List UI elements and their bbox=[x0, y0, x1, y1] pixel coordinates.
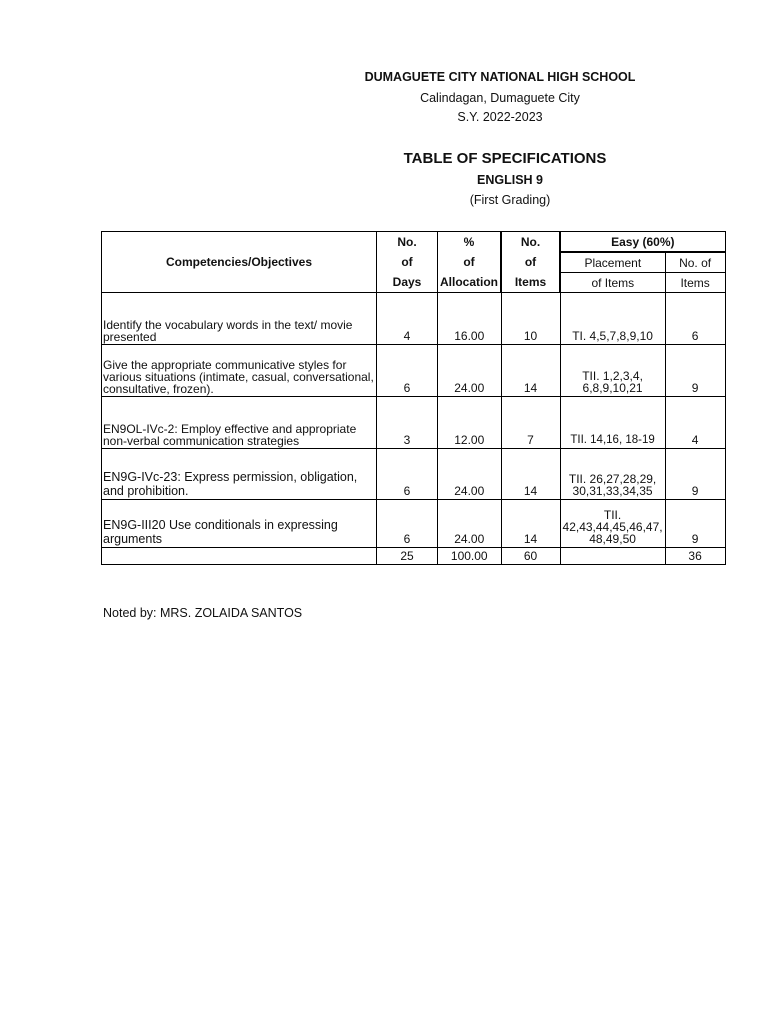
header-items-line2: of bbox=[524, 255, 537, 269]
document-title: TABLE OF SPECIFICATIONS bbox=[403, 150, 607, 167]
placement-cell: TI. 4,5,7,8,9,10 bbox=[560, 293, 665, 345]
table-row bbox=[102, 345, 726, 397]
header-days bbox=[377, 232, 438, 293]
allocation-cell: 12.00 bbox=[438, 397, 502, 449]
total-placement-cell bbox=[560, 548, 665, 565]
objective-cell: EN9OL-IVc-2: Employ effective and appropriate non-verbal communication strategies bbox=[102, 397, 377, 449]
placement-cell: TII. 42,43,44,45,46,47, 48,49,50 bbox=[560, 500, 665, 548]
header-easy: Easy (60%) bbox=[560, 232, 725, 253]
easy-items-cell: 9 bbox=[665, 449, 725, 500]
header-allocation-line2: of bbox=[463, 255, 475, 269]
specifications-table bbox=[101, 231, 726, 565]
total-items-cell: 60 bbox=[501, 548, 560, 565]
items-cell: 14 bbox=[501, 345, 560, 397]
placement-cell: TII. 26,27,28,29, 30,31,33,34,35 bbox=[560, 449, 665, 500]
table-row bbox=[102, 449, 726, 500]
header-items-line1: No. bbox=[520, 235, 541, 249]
subject-title: ENGLISH 9 bbox=[477, 173, 543, 187]
allocation-cell: 16.00 bbox=[438, 293, 502, 345]
days-cell: 6 bbox=[377, 500, 438, 548]
allocation-cell: 24.00 bbox=[438, 500, 502, 548]
header-items-line3: Items bbox=[514, 275, 547, 289]
easy-items-cell: 6 bbox=[665, 293, 725, 345]
header-num-items-line1: No. of bbox=[665, 252, 725, 273]
total-easy-items-cell: 36 bbox=[665, 548, 725, 565]
days-cell: 6 bbox=[377, 345, 438, 397]
table-row bbox=[102, 293, 726, 345]
totals-row bbox=[102, 548, 726, 565]
objective-cell: Identify the vocabulary words in the text/ movie presented bbox=[102, 293, 377, 345]
items-cell: 7 bbox=[501, 397, 560, 449]
days-cell: 4 bbox=[377, 293, 438, 345]
days-cell: 3 bbox=[377, 397, 438, 449]
days-cell: 6 bbox=[377, 449, 438, 500]
header-items bbox=[501, 232, 560, 293]
objective-cell: Give the appropriate communicative styles for various situations (intimate, casual, conversational, consultative, frozen). bbox=[102, 345, 377, 397]
objective-cell: EN9G-III20 Use conditionals in expressing arguments bbox=[102, 500, 377, 548]
header-placement-line1: Placement bbox=[560, 252, 665, 273]
header-num-items-line2: Items bbox=[665, 273, 725, 293]
items-cell: 14 bbox=[501, 449, 560, 500]
school-year: S.Y. 2022-2023 bbox=[457, 110, 543, 124]
easy-items-cell: 4 bbox=[665, 397, 725, 449]
school-name: DUMAGUETE CITY NATIONAL HIGH SCHOOL bbox=[364, 70, 636, 84]
header-allocation-line3: Allocation bbox=[440, 275, 499, 289]
school-address: Calindagan, Dumaguete City bbox=[420, 91, 580, 105]
noted-by: Noted by: MRS. ZOLAIDA SANTOS bbox=[103, 606, 303, 620]
objective-cell: EN9G-IVc-23: Express permission, obligation, and prohibition. bbox=[102, 449, 377, 500]
header-days-line2: of bbox=[401, 255, 413, 269]
items-cell: 10 bbox=[501, 293, 560, 345]
easy-items-cell: 9 bbox=[665, 500, 725, 548]
allocation-cell: 24.00 bbox=[438, 449, 502, 500]
easy-items-cell: 9 bbox=[665, 345, 725, 397]
header-objectives: Competencies/Objectives bbox=[102, 232, 377, 293]
header-allocation bbox=[438, 232, 502, 293]
header-allocation-line1: % bbox=[463, 235, 475, 249]
grading-period: (First Grading) bbox=[469, 193, 551, 207]
table-row bbox=[102, 397, 726, 449]
placement-cell: TII. 14,16, 18-19 bbox=[560, 397, 665, 449]
table-row bbox=[102, 500, 726, 548]
header-days-line3: Days bbox=[392, 275, 422, 289]
items-cell: 14 bbox=[501, 500, 560, 548]
total-allocation-cell: 100.00 bbox=[438, 548, 502, 565]
header-placement-line2: of Items bbox=[560, 273, 665, 293]
header-days-line1: No. bbox=[397, 235, 417, 249]
allocation-cell: 24.00 bbox=[438, 345, 502, 397]
placement-cell: TII. 1,2,3,4, 6,8,9,10,21 bbox=[560, 345, 665, 397]
total-days-cell: 25 bbox=[377, 548, 438, 565]
totals-label-cell bbox=[102, 548, 377, 565]
